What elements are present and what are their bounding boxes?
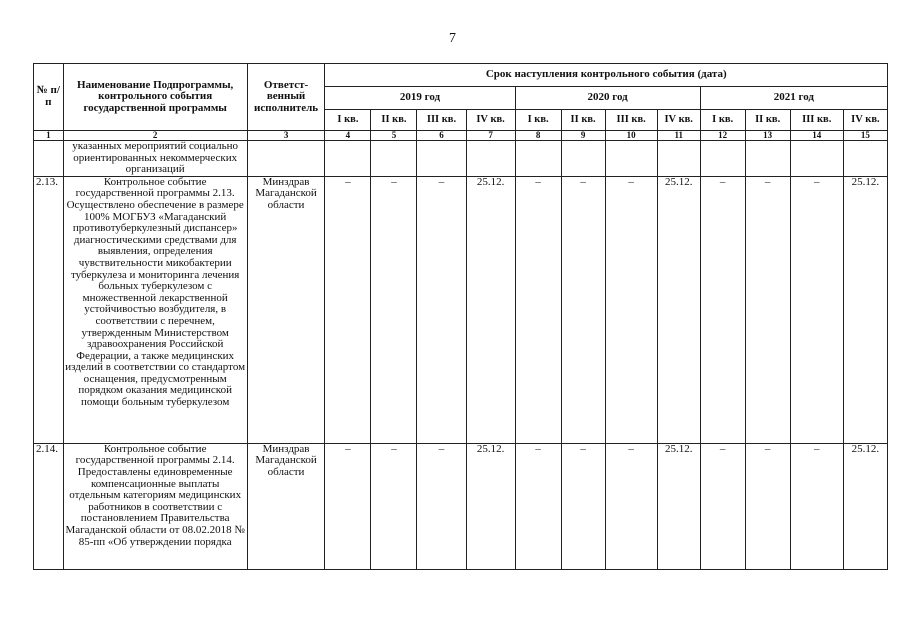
quarter-cell <box>325 141 371 177</box>
header-quarter: IV кв. <box>657 110 700 131</box>
header-deadline: Срок наступления контрольного события (дата) <box>325 64 888 87</box>
quarter-cell: – <box>790 443 843 569</box>
quarter-cell: 25.12. <box>843 176 887 443</box>
column-number: 6 <box>417 131 466 141</box>
quarter-cell: 25.12. <box>466 176 515 443</box>
quarter-cell: – <box>515 176 561 443</box>
header-year-2019: 2019 год <box>325 87 515 110</box>
header-quarter: IV кв. <box>466 110 515 131</box>
column-number: 5 <box>371 131 417 141</box>
row-number: 2.14. <box>34 443 64 569</box>
header-quarter: I кв. <box>700 110 745 131</box>
event-name: Контрольное событие государственной программы 2.13. Осуществлено обеспечение в размере 100% МОГБУЗ «Магаданский противотуберкулезный диспансер» диагностическими средствами для выявления, определения чувствительности микобактерии туберкулеза и мониторинга лечения больных туберкулезом с множественной лекарственной устойчивостью возбудителя, в соответствии с перечнем, утвержденным Министерством здравоохранения Российской Федерации, а также медицинских изделий в соответствии со стандартом оснащения, предусмотренным порядком оказания медицинской помощи больным туберкулезом <box>63 176 247 443</box>
quarter-cell: – <box>371 443 417 569</box>
responsible: Минздрав Магаданской области <box>247 176 325 443</box>
column-number: 9 <box>561 131 605 141</box>
header-year-2021: 2021 год <box>700 87 887 110</box>
quarter-cell <box>790 141 843 177</box>
quarter-cell <box>515 141 561 177</box>
column-number: 11 <box>657 131 700 141</box>
column-number: 3 <box>247 131 325 141</box>
column-number: 4 <box>325 131 371 141</box>
quarter-cell <box>466 141 515 177</box>
header-quarter: II кв. <box>371 110 417 131</box>
control-events-table <box>33 63 888 570</box>
quarter-cell <box>561 141 605 177</box>
column-number: 15 <box>843 131 887 141</box>
quarter-cell: – <box>745 443 790 569</box>
quarter-cell <box>657 141 700 177</box>
quarter-cell: – <box>561 443 605 569</box>
quarter-cell <box>605 141 657 177</box>
quarter-cell <box>371 141 417 177</box>
quarter-cell: – <box>561 176 605 443</box>
quarter-cell: 25.12. <box>657 176 700 443</box>
column-number: 12 <box>700 131 745 141</box>
column-number: 7 <box>466 131 515 141</box>
column-number: 1 <box>34 131 64 141</box>
header-quarter: II кв. <box>561 110 605 131</box>
quarter-cell <box>700 141 745 177</box>
quarter-cell: – <box>790 176 843 443</box>
quarter-cell: 25.12. <box>843 443 887 569</box>
quarter-cell: – <box>605 443 657 569</box>
column-number: 2 <box>63 131 247 141</box>
quarter-cell: – <box>371 176 417 443</box>
quarter-cell: 25.12. <box>657 443 700 569</box>
quarter-cell: 25.12. <box>466 443 515 569</box>
header-quarter: IV кв. <box>843 110 887 131</box>
event-name: Контрольное событие государственной программы 2.14. Предоставлены единовременные компенсационные выплаты отдельным категориям медицинских работников в соответствии с постановлением Правительства Магаданской области от 08.02.2018 № 85-пп «Об утверждении порядка <box>63 443 247 569</box>
column-number: 10 <box>605 131 657 141</box>
table-row <box>34 141 888 177</box>
responsible: Минздрав Магаданской области <box>247 443 325 569</box>
page-number: 7 <box>449 31 456 46</box>
header-responsible: Ответст-венный исполнитель <box>247 64 325 131</box>
responsible <box>247 141 325 177</box>
quarter-cell: – <box>515 443 561 569</box>
quarter-cell: – <box>745 176 790 443</box>
quarter-cell: – <box>700 176 745 443</box>
column-number: 8 <box>515 131 561 141</box>
quarter-cell: – <box>605 176 657 443</box>
header-year-2020: 2020 год <box>515 87 700 110</box>
header-quarter: III кв. <box>605 110 657 131</box>
column-number: 13 <box>745 131 790 141</box>
table-row <box>34 176 888 443</box>
quarter-cell <box>843 141 887 177</box>
quarter-cell <box>417 141 466 177</box>
event-name: указанных мероприятий социально ориентированных некоммерческих организаций <box>63 141 247 177</box>
header-num: № п/п <box>34 64 64 131</box>
header-quarter: I кв. <box>515 110 561 131</box>
header-quarter: I кв. <box>325 110 371 131</box>
header-name: Наименование Подпрограммы, контрольного события государственной программы <box>63 64 247 131</box>
table-row <box>34 443 888 569</box>
row-number <box>34 141 64 177</box>
header-quarter: II кв. <box>745 110 790 131</box>
quarter-cell: – <box>325 176 371 443</box>
column-number: 14 <box>790 131 843 141</box>
quarter-cell <box>745 141 790 177</box>
quarter-cell: – <box>417 443 466 569</box>
quarter-cell: – <box>325 443 371 569</box>
header-quarter: III кв. <box>790 110 843 131</box>
header-quarter: III кв. <box>417 110 466 131</box>
row-number: 2.13. <box>34 176 64 443</box>
quarter-cell: – <box>700 443 745 569</box>
quarter-cell: – <box>417 176 466 443</box>
